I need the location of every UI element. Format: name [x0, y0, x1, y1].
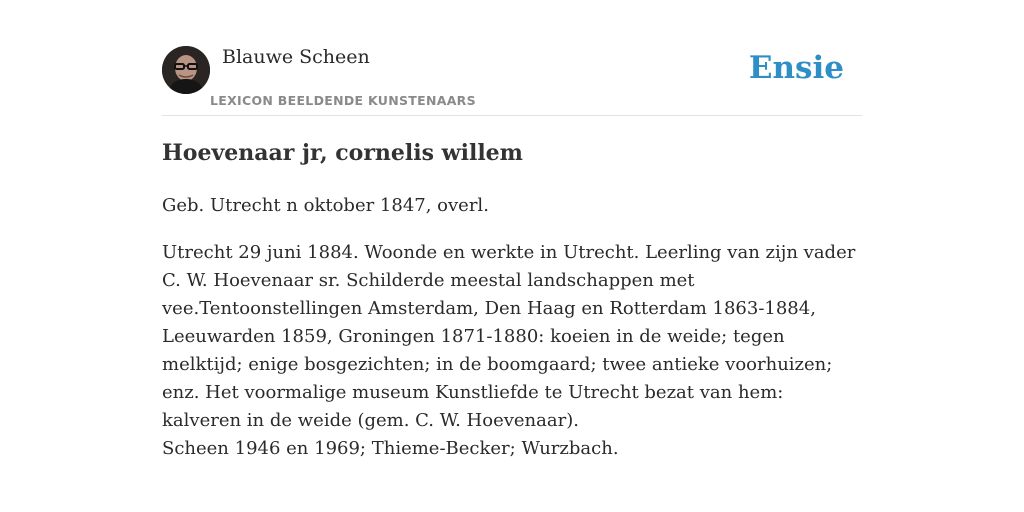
avatar-portrait-icon — [162, 46, 210, 94]
lexicon-label[interactable]: LEXICON BEELDENDE KUNSTENAARS — [210, 93, 476, 108]
article-title: Hoevenaar jr, cornelis willem — [162, 140, 523, 166]
ensie-logo[interactable]: Ensie — [748, 50, 844, 86]
article-paragraph-2: Utrecht 29 juni 1884. Woonde en werkte in Utrecht. Leerling van zijn vader C. W. Hoevenaar sr. Schilderde meestal landschappen met vee.Tentoonstellingen Amsterdam, Den Haag en Rotterdam 1863-1884, Leeuwarden 1859, Groningen 1871-1880: koeien in de weide; tegen melktijd; enige bosgezichten; in de boomgaard; twee antieke voorhuizen; enz. Het voormalige museum Kunstliefde te Utrecht bezat van hem: kalveren in de weide (gem. C. W. Hoevenaar). — [162, 242, 856, 431]
article-paragraph-3: Scheen 1946 en 1969; Thieme-Becker; Wurzbach. — [162, 438, 619, 459]
page-header — [162, 40, 862, 116]
author-name[interactable]: Blauwe Scheen — [222, 46, 370, 68]
author-avatar[interactable] — [162, 46, 210, 94]
article-paragraph-1: Geb. Utrecht n oktober 1847, overl. — [162, 195, 489, 216]
